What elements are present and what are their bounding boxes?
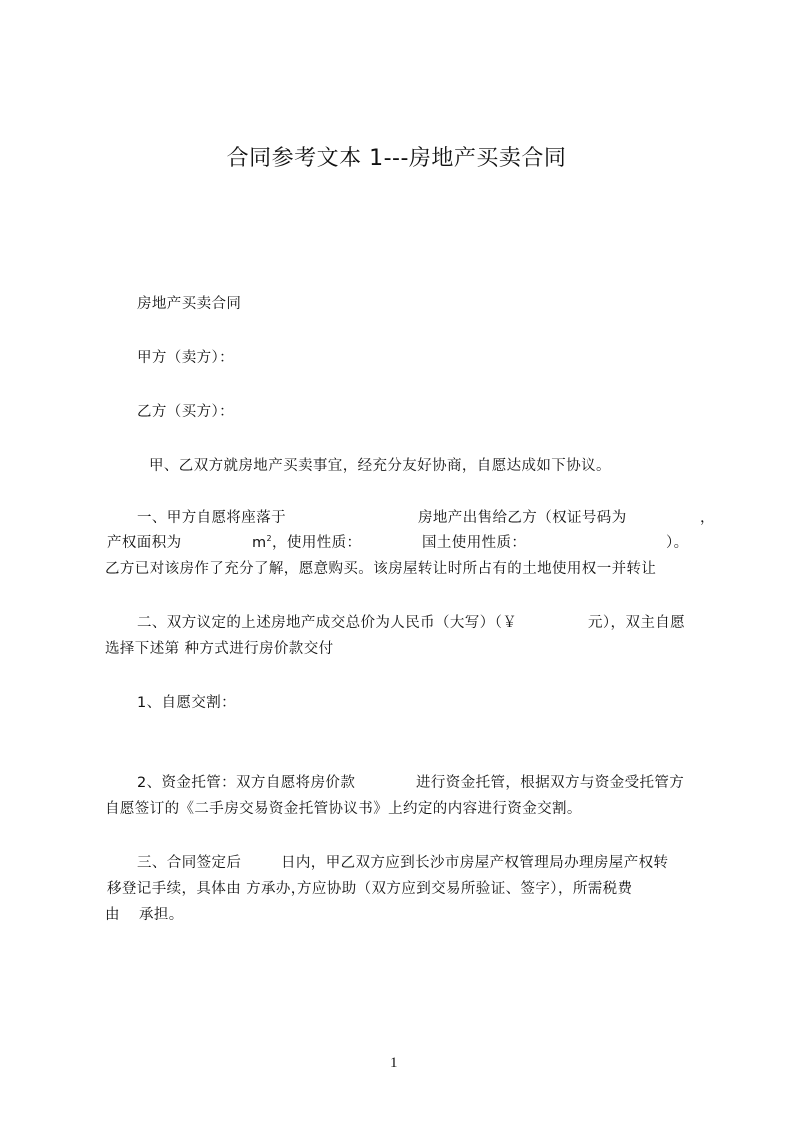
clause3-line1-a: 三、合同签定后 (137, 855, 242, 871)
clause2-line1-a: 二、双方议定的上述房地产成交总价为人民币（大写）（￥ (137, 615, 518, 631)
clause1-line2-d: ）。 (666, 535, 689, 551)
clause3-line3-a: 由 (105, 907, 120, 923)
clause2-line2: 选择下述第 种方式进行房价款交付 (105, 641, 334, 657)
clause3-line2-b: 方应协助（双方应到交易所验证、签字），所需税费 (297, 881, 633, 897)
party-b-label: 乙方（买方）： (137, 404, 235, 420)
contract-heading: 房地产买卖合同 (137, 296, 242, 312)
clause1-line2-a: 产权面积为 (107, 535, 182, 551)
payment-option-1: 1、自愿交割： (137, 695, 237, 711)
option2-line1-a: 2、资金托管：双方自愿将房价款 (137, 775, 356, 791)
clause1-line2-c: 国土使用性质： (422, 535, 527, 551)
page-number: 1 (390, 1055, 398, 1071)
clause2-line1-b: 元），双主自愿 (588, 615, 686, 631)
clause1-line2-b: ，使用性质： (272, 535, 362, 551)
clause3-line1-b: 日内，甲乙双方应到长沙市房屋产权管理局办理房屋产权转 (281, 855, 669, 871)
option2-line1-b: 进行资金托管，根据双方与资金受托管方 (416, 775, 685, 791)
document-title: 合同参考文本 1---房地产买卖合同 (226, 146, 567, 171)
clause1-line1-c: ， (700, 510, 715, 526)
option2-line2: 自愿签订的《二手房交易资金托管协议书》上约定的内容进行资金交割。 (105, 801, 582, 817)
area-unit: $m^2$ (252, 534, 273, 551)
clause1-line1-b: 房地产出售给乙方（权证号码为 (418, 510, 627, 526)
party-a-label: 甲方（卖方）： (137, 350, 235, 366)
preamble: 甲、乙双方就房地产买卖事宜，经充分友好协商，自愿达成如下协议。 (149, 458, 611, 474)
clause1-line1-a: 一、甲方自愿将座落于 (137, 510, 286, 526)
clause3-line2-a: 移登记手续，具体由 方承办， (107, 881, 306, 897)
clause3-line3-b: 承担。 (139, 907, 184, 923)
clause1-line3: 乙方已对该房作了充分了解，愿意购买。该房屋转让时所占有的土地使用权一并转让 (105, 561, 657, 577)
